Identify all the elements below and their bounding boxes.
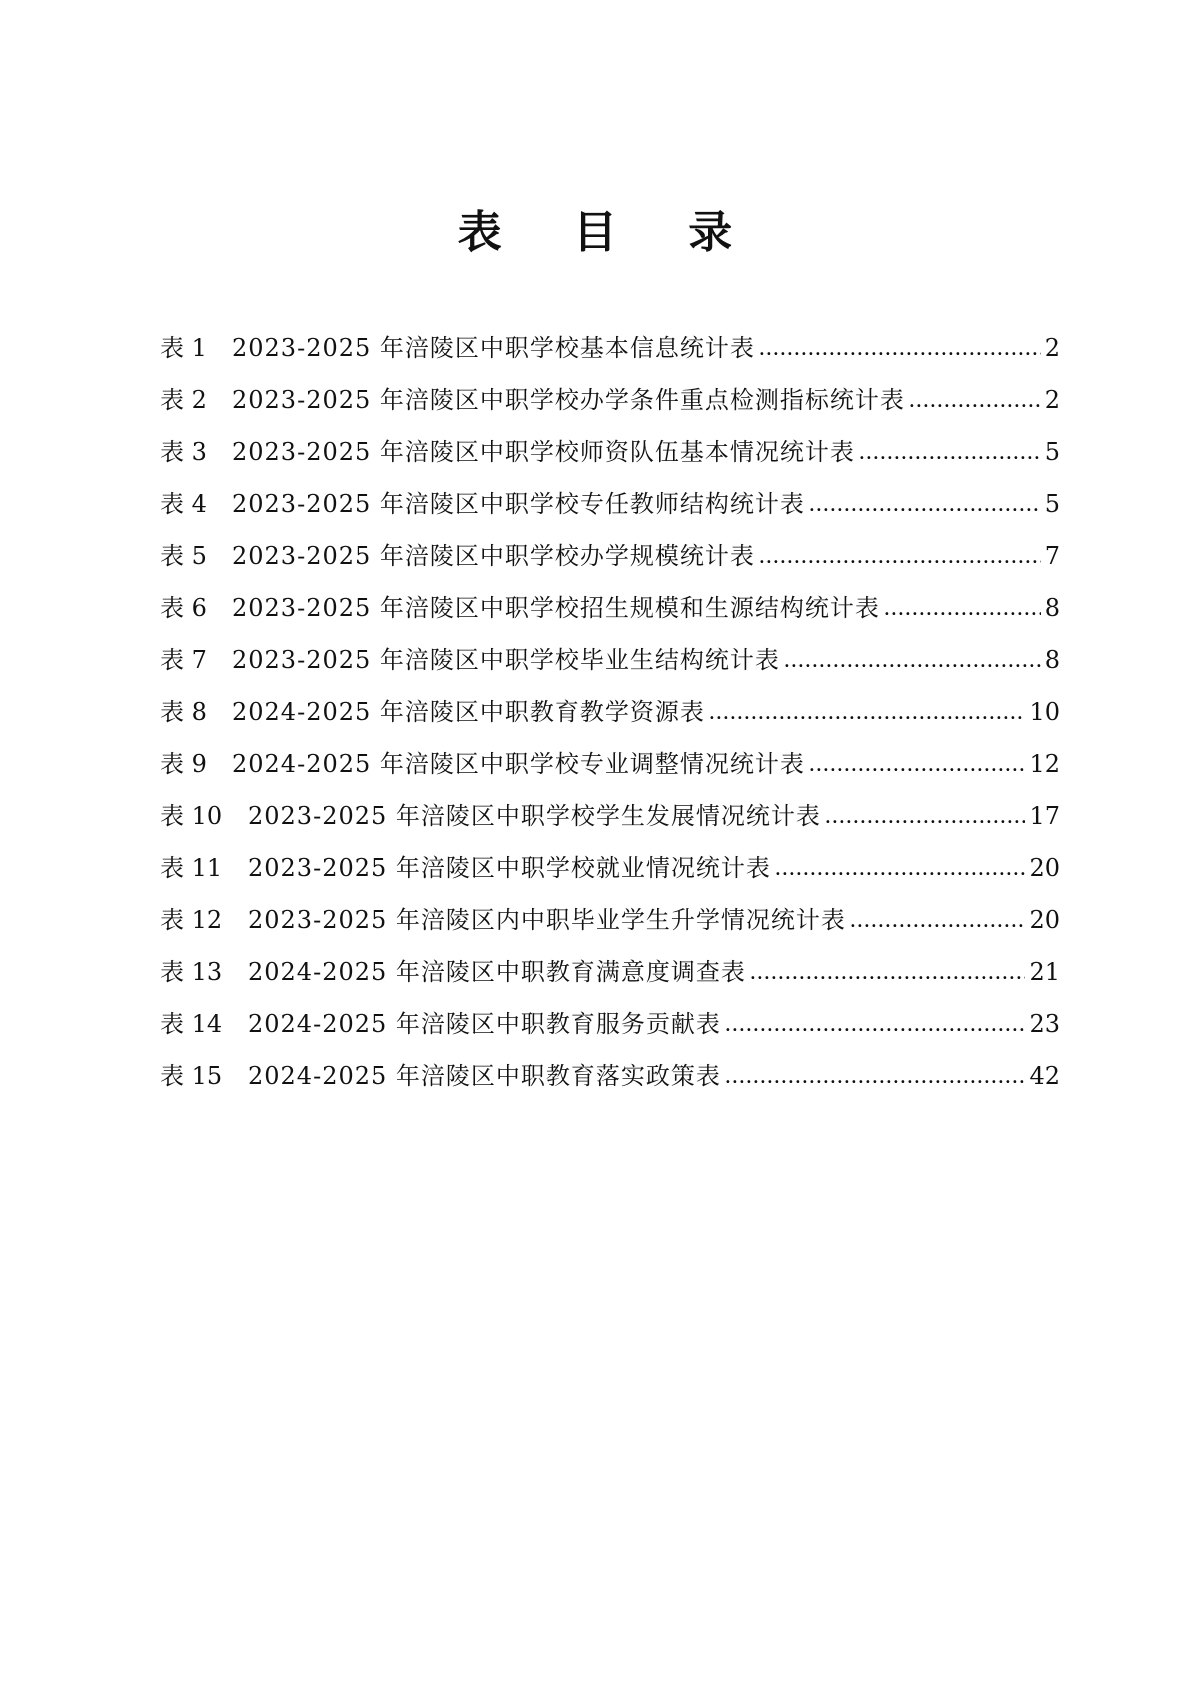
toc-entry-title: 2024-2025 年涪陵区中职教育教学资源表 (232, 698, 705, 726)
toc-entry-label: 表 14 (160, 1010, 223, 1038)
toc-entry-page: 17 (1029, 802, 1060, 830)
toc-entry-label: 表 8 (160, 698, 207, 726)
toc-entry-label: 表 2 (160, 386, 207, 414)
toc-entry-title: 2023-2025 年涪陵区内中职毕业学生升学情况统计表 (248, 906, 846, 934)
toc-dot-leader (809, 489, 1041, 519)
toc-entry-page: 42 (1029, 1062, 1060, 1090)
toc-entry-label: 表 11 (160, 854, 223, 882)
toc-entry-label: 表 15 (160, 1062, 223, 1090)
toc-entry-title: 2024-2025 年涪陵区中职教育服务贡献表 (248, 1010, 721, 1038)
table-of-contents (160, 322, 1060, 1102)
toc-dot-leader (809, 749, 1026, 779)
toc-entry-page: 20 (1029, 906, 1060, 934)
toc-entry[interactable] (160, 322, 1060, 374)
toc-entry[interactable] (160, 374, 1060, 426)
toc-entry-page: 5 (1044, 438, 1060, 466)
toc-entry-page: 2 (1044, 334, 1060, 362)
toc-entry-title: 2023-2025 年涪陵区中职学校学生发展情况统计表 (248, 802, 821, 830)
toc-entry-page: 5 (1044, 490, 1060, 518)
toc-entry[interactable] (160, 738, 1060, 790)
toc-entry-title: 2023-2025 年涪陵区中职学校专任教师结构统计表 (232, 490, 805, 518)
toc-entry-label: 表 12 (160, 906, 223, 934)
toc-entry-page: 8 (1044, 646, 1060, 674)
toc-entry-title: 2023-2025 年涪陵区中职学校毕业生结构统计表 (232, 646, 780, 674)
toc-entry-label: 表 9 (160, 750, 207, 778)
toc-entry-title: 2023-2025 年涪陵区中职学校就业情况统计表 (248, 854, 771, 882)
toc-entry-page: 23 (1029, 1010, 1060, 1038)
toc-entry-title: 2024-2025 年涪陵区中职学校专业调整情况统计表 (232, 750, 805, 778)
toc-dot-leader (759, 541, 1041, 571)
toc-entry[interactable] (160, 946, 1060, 998)
toc-dot-leader (784, 645, 1041, 675)
toc-entry-label: 表 10 (160, 802, 223, 830)
toc-dot-leader (825, 801, 1026, 831)
toc-entry[interactable] (160, 478, 1060, 530)
toc-dot-leader (709, 697, 1026, 727)
toc-entry-label: 表 6 (160, 594, 207, 622)
toc-dot-leader (850, 905, 1026, 935)
toc-entry-title: 2023-2025 年涪陵区中职学校基本信息统计表 (232, 334, 755, 362)
toc-entry-page: 20 (1029, 854, 1060, 882)
toc-entry-page: 10 (1029, 698, 1060, 726)
toc-entry-page: 2 (1044, 386, 1060, 414)
toc-entry-title: 2023-2025 年涪陵区中职学校师资队伍基本情况统计表 (232, 438, 855, 466)
toc-entry[interactable] (160, 426, 1060, 478)
toc-entry-label: 表 5 (160, 542, 207, 570)
toc-entry[interactable] (160, 582, 1060, 634)
toc-entry[interactable] (160, 790, 1060, 842)
toc-entry-page: 8 (1044, 594, 1060, 622)
toc-entry[interactable] (160, 634, 1060, 686)
toc-entry[interactable] (160, 894, 1060, 946)
toc-dot-leader (859, 437, 1041, 467)
toc-entry-title: 2023-2025 年涪陵区中职学校办学规模统计表 (232, 542, 755, 570)
toc-dot-leader (725, 1061, 1026, 1091)
toc-dot-leader (725, 1009, 1026, 1039)
toc-dot-leader (759, 333, 1041, 363)
toc-entry-label: 表 7 (160, 646, 207, 674)
toc-entry-title: 2023-2025 年涪陵区中职学校办学条件重点检测指标统计表 (232, 386, 905, 414)
toc-entry[interactable] (160, 1050, 1060, 1102)
toc-entry[interactable] (160, 686, 1060, 738)
toc-dot-leader (750, 957, 1026, 987)
toc-entry-title: 2024-2025 年涪陵区中职教育落实政策表 (248, 1062, 721, 1090)
toc-entry-label: 表 4 (160, 490, 207, 518)
toc-entry-page: 12 (1029, 750, 1060, 778)
toc-entry[interactable] (160, 842, 1060, 894)
toc-entry-title: 2024-2025 年涪陵区中职教育满意度调查表 (248, 958, 746, 986)
toc-entry[interactable] (160, 530, 1060, 582)
toc-entry-title: 2023-2025 年涪陵区中职学校招生规模和生源结构统计表 (232, 594, 880, 622)
toc-dot-leader (884, 593, 1041, 623)
toc-dot-leader (775, 853, 1026, 883)
toc-entry-label: 表 3 (160, 438, 207, 466)
page-title: 表 目 录 (457, 207, 761, 258)
toc-entry[interactable] (160, 998, 1060, 1050)
toc-entry-page: 21 (1029, 958, 1060, 986)
toc-entry-label: 表 1 (160, 334, 207, 362)
toc-entry-page: 7 (1044, 542, 1060, 570)
toc-entry-label: 表 13 (160, 958, 223, 986)
toc-dot-leader (909, 385, 1041, 415)
